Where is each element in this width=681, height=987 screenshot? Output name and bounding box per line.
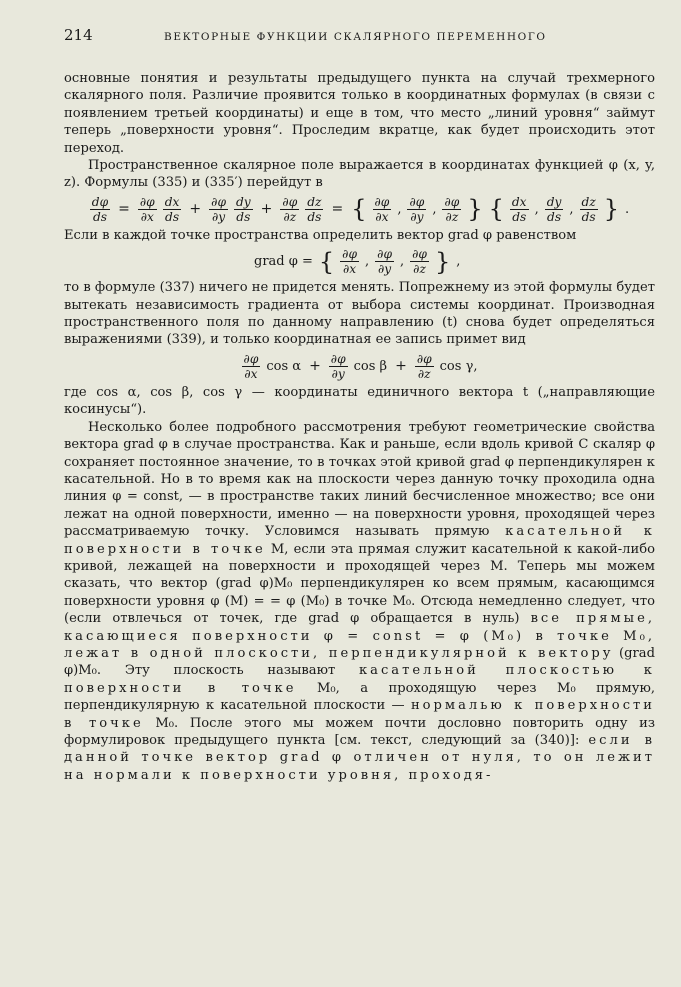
equation-derivative: $\frac{d\varphi}{ds}$ = $\frac{\partial\varphi}{\partial x}$ $\frac{dx}{ds}$ + $\frac{\partial\varphi}{\partial y}$ $\frac{dy}{ds}$ + $\frac{\partial\varphi}{\partial z}$ $\frac{dz}{ds}$ = { $\frac{\partial\varphi}{\partial x}$ , $\frac{\partial\varphi}{\partial y}$ , $\frac{\partial\varphi}{\partial z}$ } { $\frac{dx}{ds}$ , $\frac{dy}{ds}$ , $\frac{dz}{ds}$ } . <box>91 194 630 224</box>
fraction: $\frac{\partial\varphi}{\partial x}$ <box>342 247 357 277</box>
fraction: $\frac{\partial\varphi}{\partial x}$ <box>243 351 259 381</box>
page-number: 214 <box>64 26 93 44</box>
fraction: $\frac{d\varphi}{ds}$ <box>91 194 109 224</box>
fraction: $\frac{\partial\varphi}{\partial z}$ <box>416 351 432 381</box>
paragraph-4: то в формуле (337) ничего не придется менять. Попрежнему из этой формулы будет вытекать независимость градиента от выбора системы координат. Производная пространственного поля по данному направлению (t) снова будет определяться выражениями (339), и только координатная ее запись примет вид <box>64 280 655 348</box>
fraction: $\frac{\partial\varphi}{\partial y}$ <box>377 247 392 277</box>
running-title: ВЕКТОРНЫЕ ФУНКЦИИ СКАЛЯРНОГО ПЕРЕМЕННОГО <box>164 31 547 43</box>
fraction: $\frac{dy}{ds}$ <box>235 194 251 224</box>
fraction: $\frac{\partial\varphi}{\partial x}$ <box>139 194 155 224</box>
fraction: $\frac{\partial\varphi}{\partial z}$ <box>444 194 460 224</box>
fraction: $\frac{\partial\varphi}{\partial z}$ <box>412 247 427 277</box>
paragraph-3: Если в каждой точке пространства определить вектор grad φ равенством <box>64 227 577 243</box>
equation-gradient: grad φ = { $\frac{\partial\varphi}{\partial x}$ , $\frac{\partial\varphi}{\partial y}$ , $\frac{\partial\varphi}{\partial z}$ } , <box>254 247 461 277</box>
fraction: $\frac{\partial\varphi}{\partial x}$ <box>374 194 390 224</box>
spaced-term: все прямые, касающиеся поверхности φ = const = φ (M₀) в точке M₀, лежат в одной плоскости, перпендикулярной к вектору <box>64 611 655 661</box>
fraction: $\frac{dx}{ds}$ <box>164 194 180 224</box>
spaced-term: касательной к поверхности в точке <box>64 524 655 557</box>
spaced-term: если в данной точке вектор grad φ отличен от нуля, то он лежит на нормали к поверхности уровня, проходя- <box>64 733 655 783</box>
fraction: $\frac{\partial\varphi}{\partial y}$ <box>409 194 425 224</box>
fraction: $\frac{dx}{ds}$ <box>511 194 527 224</box>
paragraph-2: Пространственное скалярное поле выражается в координатах функцией φ (x, y, z). Формулы (335) и (335′) перейдут в <box>64 158 655 191</box>
page-header <box>64 26 655 70</box>
fraction: $\frac{dy}{ds}$ <box>546 194 562 224</box>
paragraph-1: основные понятия и результаты предыдущего пункта на случай трехмерного скалярного поля. Различие проявится только в координатных формулах (в связи с появлением третьей координаты) и еще в том, что место „линий уровня“ займут теперь „поверхности уровня“. Проследим вкратце, как будет происходить этот переход. <box>64 71 655 156</box>
spaced-term: нормалью к поверхности в точке <box>64 698 655 731</box>
paragraph-5: где cos α, cos β, cos γ — координаты единичного вектора t („направляющие косинусы“). <box>64 384 655 418</box>
fraction: $\frac{\partial\varphi}{\partial y}$ <box>330 351 346 381</box>
fraction: $\frac{dz}{ds}$ <box>581 194 596 224</box>
equation-directional: $\frac{\partial\varphi}{\partial x}$ cos α + $\frac{\partial\varphi}{\partial y}$ cos β + $\frac{\partial\varphi}{\partial z}$ cos γ, <box>243 351 478 381</box>
paragraph-6: Несколько более подробного рассмотрения требуют геометрические свойства вектора grad φ в случае пространства. Как и раньше, если вдоль кривой C скаляр φ сохраняет постоянное значение, то в точках этой кривой grad φ перпендикулярен к касательной. Но в то время как на плоскости через данную точку проходила одна линия φ = const, — в пространстве таких линий бесчисленное множество; все они лежат на одной поверхности, именно — на поверхности уровня, проходящей через рассматриваемую точку. Условимся называть прямую касательной к поверхности в точке M, если эта прямая служит касательной к какой-либо кривой, лежащей на поверхности и проходящей через M. Теперь мы можем сказать, что вектор (grad φ)M₀ перпендикулярен ко всем прямым, касающимся поверхности уровня φ (M) = = φ (M₀) в точке M₀. Отсюда немедленно следует, что (если отвлечься от точек, где grad φ обращается в нуль) все прямые, касающиеся поверхности φ = const = φ (M₀) в точке M₀, лежат в одной плоскости, перпендикулярной к вектору (grad φ)M₀. Эту плоскость называют касательной плоскостью к поверхности в точке M₀, а проходящую через M₀ прямую, перпендикулярную к касательной плоскости — нормалью к поверхности в точке M₀. После этого мы можем почти дословно повторить одну из формулировок предыдущего пункта [см. текст, следующий за (340)]: если в данной точке вектор grad φ отличен от нуля, то он лежит на нормали к поверхности уровня, проходя- <box>64 419 656 783</box>
fraction: $\frac{\partial\varphi}{\partial z}$ <box>282 194 298 224</box>
spaced-term: касательной плоскостью к поверхности в точке <box>64 663 655 696</box>
fraction: $\frac{\partial\varphi}{\partial y}$ <box>211 194 226 224</box>
fraction: $\frac{dz}{ds}$ <box>307 194 322 224</box>
